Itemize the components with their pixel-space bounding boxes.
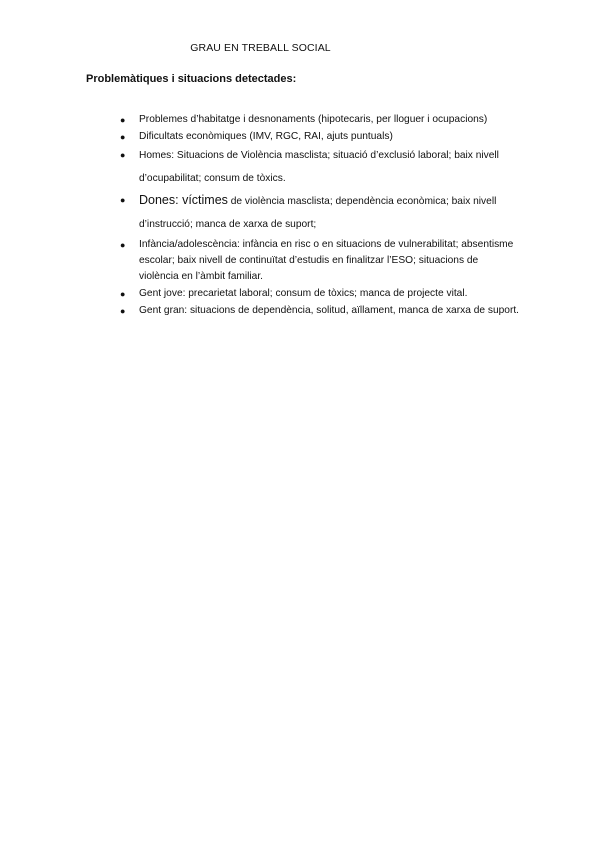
list-item-text: Homes: Situacions de Violència masclista; situació d’exclusió laboral; baix nivell d’ocupabilitat; consum de tòxics. [139,150,499,184]
list-item-text: Infància/adolescència: infància en risc o en situacions de vulnerabilitat; absentisme escolar; baix nivell de continuïtat d’estudis en finalitzar l’ESO; situacions de violència en l’àmbit familiar. [139,239,514,282]
list-item [120,144,520,190]
bullet-icon: ● [120,195,126,205]
list-item-text: Dificultats econòmiques (IMV, RGC, RAI, ajuts puntuals) [139,131,393,142]
list-item-text: Gent jove: precarietat laboral; consum de tòxics; manca de projecte vital. [139,288,468,299]
list-item-lead-text: Dones: víctimes [139,193,228,207]
list-item [120,112,520,128]
list-item [120,189,520,236]
document-header: GRAU EN TREBALL SOCIAL [190,42,331,54]
list-item-text: Gent gran: situacions de dependència, solitud, aïllament, manca de xarxa de suport. [139,305,519,316]
bullet-icon: ● [120,240,126,250]
list-item-text: de violència masclista; dependència econòmica; baix nivell d’instrucció; manca de xarxa de suport; [139,196,497,230]
bullet-icon: ● [120,115,126,125]
bullet-icon: ● [120,306,126,316]
problems-list [120,112,520,320]
list-item [120,237,520,285]
bullet-icon: ● [120,289,126,299]
list-item [120,129,520,145]
section-title: Problemàtiques i situacions detectades: [86,73,297,85]
bullet-icon: ● [120,150,126,160]
list-item [120,303,520,319]
list-item-text: Problemes d’habitatge i desnonaments (hipotecaris, per lloguer i ocupacions) [139,114,488,125]
list-item [120,286,520,302]
bullet-icon: ● [120,132,126,142]
